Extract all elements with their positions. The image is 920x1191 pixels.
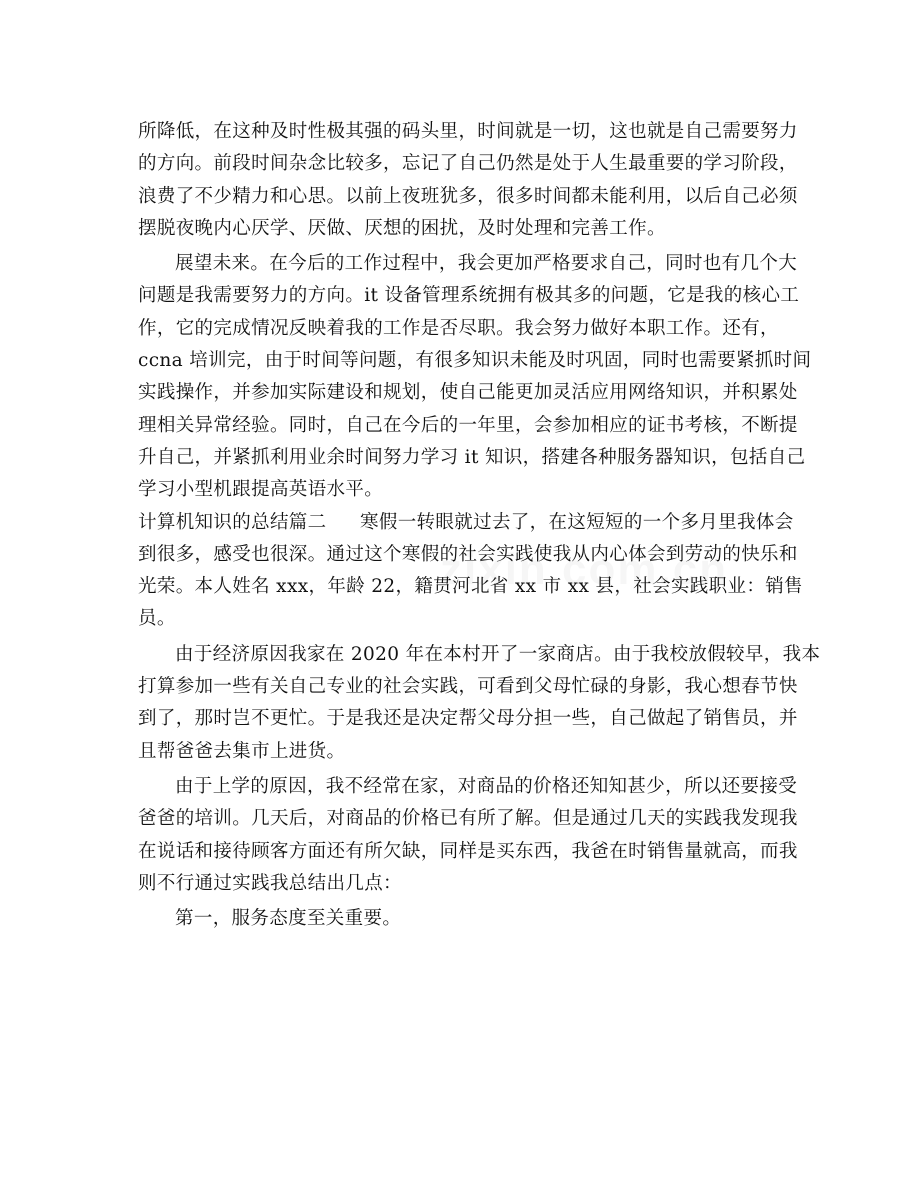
paragraph xyxy=(138,903,788,935)
text-line: 问题是我需要努力的方向。it 设备管理系统拥有极其多的问题，它是我的核心工 xyxy=(138,285,800,307)
section-heading: 计算机知识的总结篇二 xyxy=(138,511,327,533)
paragraph xyxy=(138,771,798,900)
text-line: 光荣。本人姓名 xxx，年龄 22，籍贯河北省 xx 市 xx 县，社会实践职业：销售 xyxy=(138,576,803,598)
text-line: 所降低，在这种及时性极其强的码头里，时间就是一切，这也就是自己需要努力 xyxy=(138,121,798,142)
text-line: 且帮爸爸去集市上进货。 xyxy=(138,740,346,762)
paragraph xyxy=(138,507,803,636)
text-line: 第一，服务态度至关重要。 xyxy=(175,908,402,930)
text-line: 由于上学的原因，我不经常在家，对商品的价格还知知甚少，所以还要接受 xyxy=(175,775,798,797)
text-line: 由于经济原因我家在 2020 年在本村开了一家商店。由于我校放假较早，我本 xyxy=(175,643,821,665)
text-fragment: 寒假一转眼就过去了，在这短短的一个多月里我体会 xyxy=(360,511,794,533)
text-line: 作，它的完成情况反映着我的工作是否尽职。我会努力做好本职工作。还有， xyxy=(138,317,779,339)
text-line: 员。 xyxy=(138,608,176,630)
text-line: 摆脱夜晚内心厌学、厌做、厌想的困扰，及时处理和完善工作。 xyxy=(138,217,666,239)
text-line: 的方向。前段时间杂念比较多，忘记了自己仍然是处于人生最重要的学习阶段， xyxy=(138,153,798,175)
text-line: ccna 培训完，由于时间等问题，有很多知识未能及时巩固，同时也需要紧抓时间 xyxy=(138,350,812,372)
paragraph xyxy=(138,116,798,245)
text-line: 则不行通过实践我总结出几点： xyxy=(138,872,402,894)
text-line: 到了，那时岂不更忙。于是我还是决定帮父母分担一些，自己做起了销售员，并 xyxy=(138,708,798,730)
document-body xyxy=(138,116,821,935)
text-line: 打算参加一些有关自己专业的社会实践，可看到父母忙碌的身影，我心想春节快 xyxy=(138,676,798,698)
text-line: 爸爸的培训。几天后，对商品的价格已有所了解。但是通过几天的实践我发现我 xyxy=(138,808,798,830)
text-line: 浪费了不少精力和心思。以前上夜班犹多，很多时间都未能利用，以后自己必须 xyxy=(138,185,798,207)
text-line: 学习小型机跟提高英语水平。 xyxy=(138,479,384,501)
text-line: 在说话和接待顾客方面还有所欠缺，同样是买东西，我爸在时销售量就高，而我 xyxy=(138,840,798,862)
text-line xyxy=(138,507,794,539)
text-line: 实践操作，并参加实际建设和规划，使自己能更加灵活应用网络知识，并积累处 xyxy=(138,382,798,404)
text-line: 展望未来。在今后的工作过程中，我会更加严格要求自己，同时也有几个大 xyxy=(175,253,798,275)
paragraph xyxy=(138,248,812,506)
text-line: 理相关异常经验。同时，自己在今后的一年里，会参加相应的证书考核，不断提 xyxy=(138,414,798,436)
paragraph xyxy=(138,639,821,768)
text-line: 到很多，感受也很深。通过这个寒假的社会实践使我从内心体会到劳动的快乐和 xyxy=(138,543,798,565)
text-line: 升自己，并紧抓利用业余时间努力学习 it 知识，搭建各种服务器知识，包括自己 xyxy=(138,446,806,468)
